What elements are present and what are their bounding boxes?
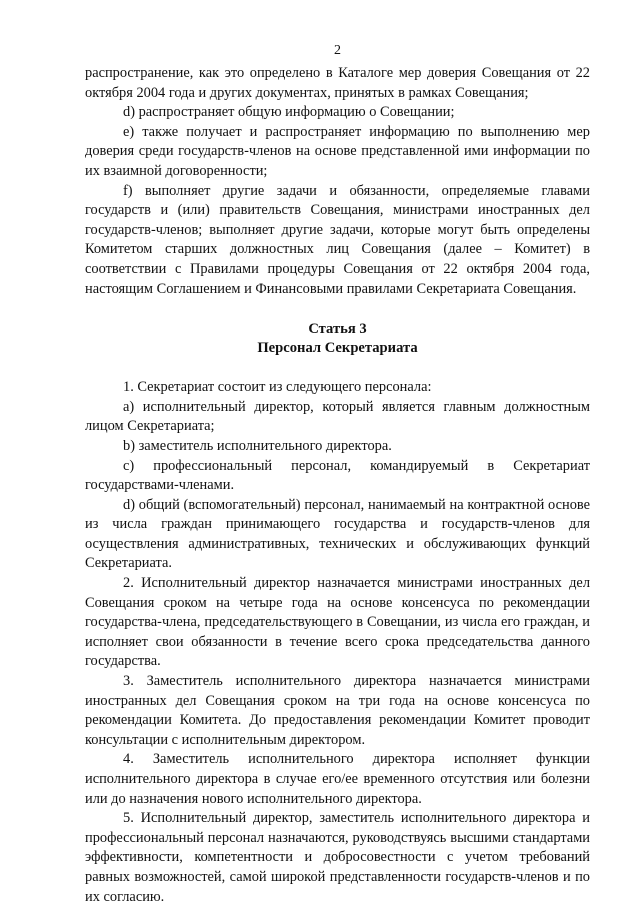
paragraph-clause-3: 3. Заместитель исполнительного директора назначается министрами иностранных дел Совещания сроком на три года на основе консенсуса по рекомендации Комитета. До предоставления рекомендации Комитет проводит консультации с исполнительным директором. [85,673,590,748]
document-page [85,42,590,907]
paragraph-item-e: e) также получает и распространяет информацию по выполнению мер доверия среди государств-членов на основе представленной ими информации по их взаимной договоренности; [85,123,590,179]
paragraph-staff-intro: 1. Секретариат состоит из следующего персонала: [123,379,432,396]
paragraph-staff-b: b) заместитель исполнительного директора. [123,437,392,454]
paragraph-clause-2: 2. Исполнительный директор назначается министрами иностранных дел Совещания сроком на четыре года на основе консенсуса по рекомендации государства-члена, председательствующего в Совещании, из числа его граждан, и исполняет свои обязанности в течение всего срока председательства данного государства. [85,575,590,670]
paragraph-staff-d: d) общий (вспомогательный) персонал, нанимаемый на контрактной основе из числа граждан принимающего государства и государств-членов для осуществления административных, технических и обслуживающих функций Секретариата. [85,496,590,572]
article-title: Персонал Секретариата [257,340,418,357]
paragraph-staff-c: c) профессиональный персонал, командируемый в Секретариат государствами-членами. [85,457,590,494]
article-heading [85,320,590,358]
paragraph-distribution: распространение, как это определено в Каталоге мер доверия Совещания от 22 октября 2004 года и других документах, принятых в рамках Совещания; [85,65,590,101]
paragraph-item-d: d) распространяет общую информацию о Совещании; [123,104,455,121]
paragraph-clause-4: 4. Заместитель исполнительного директора исполняет функции исполнительного директора в случае его/ее временного отсутствия или болезни или до назначения нового исполнительного директора. [85,751,590,807]
paragraph-staff-a: a) исполнительный директор, который является главным должностным лицом Секретариата; [85,398,590,435]
article-number: Статья 3 [308,321,367,338]
page-number: 2 [334,43,341,58]
paragraph-item-f: f) выполняет другие задачи и обязанности, определяемые главами государств и (или) правительств Совещания, министрами иностранных дел государств-членов; выполняет другие задачи, которые могут быть определены Комитетом старших должностных лиц Совещания (далее – Комитет) в соответствии с Правилами процедуры Совещания от 22 октября 2004 года, настоящим Соглашением и Финансовыми правилами Секретариата Совещания. [85,182,590,297]
paragraph-clause-5: 5. Исполнительный директор, заместитель исполнительного директора и профессиональный персонал назначаются, руководствуясь высшими стандартами эффективности, компетентности и добросовестности с учетом требований равных возможностей, самой широкой представленности государств-членов и по их согласию. [85,810,590,905]
